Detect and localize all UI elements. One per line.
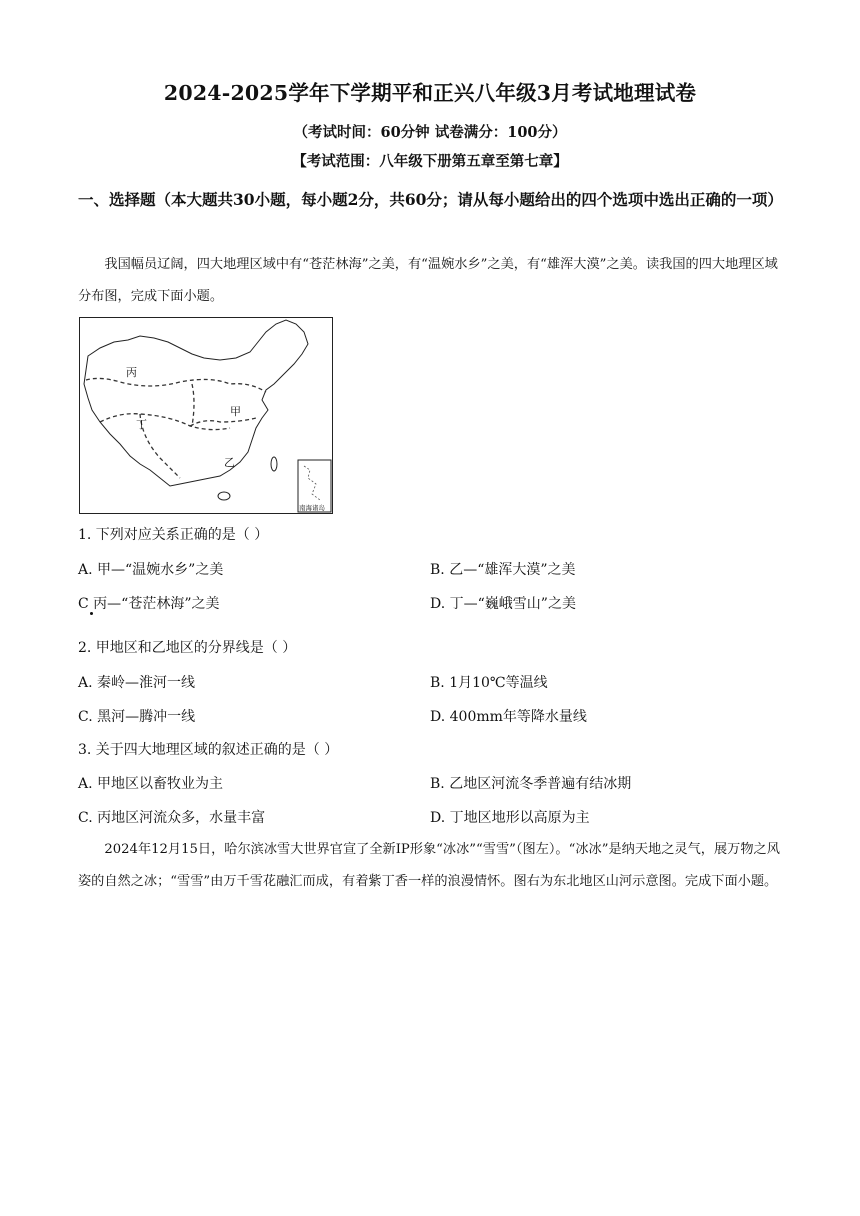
region-label-bing: 丙 (126, 366, 137, 379)
question-3-stem: 3. 关于四大地理区域的叙述正确的是（ ） (78, 742, 339, 758)
boundary-west (192, 384, 194, 426)
region-label-jia: 甲 (230, 405, 241, 418)
hainan-island (218, 492, 230, 500)
taiwan-island (271, 457, 277, 471)
stray-dot (90, 612, 93, 615)
china-regions-map (79, 317, 333, 514)
question-2-stem: 2. 甲地区和乙地区的分界线是（ ） (78, 640, 297, 656)
question-2-option-a[interactable]: A. 秦岭—淮河一线 (78, 675, 196, 691)
section-heading: 一、选择题（本大题共30小题，每小题2分，共60分；请从每小题给出的四个选项中选出正确的一项） (78, 190, 783, 209)
question-1-option-d[interactable]: D. 丁—“巍峨雪山”之美 (430, 596, 576, 612)
china-outline (84, 320, 308, 486)
china-map-figure (80, 318, 332, 513)
page-title: 2024-2025学年下学期平和正兴八年级3月考试地理试卷 (163, 81, 697, 105)
question-1-stem: 1. 下列对应关系正确的是（ ） (78, 527, 269, 543)
passage-1: 我国幅员辽阔，四大地理区域中有“苍茫林海”之美，有“温婉水乡”之美，有“雄浑大漠”之美。读我国的四大地理区域分布图，完成下面小题。 (78, 257, 778, 304)
boundary-north-northwest (86, 378, 266, 392)
question-3-option-a[interactable]: A. 甲地区以畜牧业为主 (78, 776, 224, 792)
question-1-option-b[interactable]: B. 乙—“雄浑大漠”之美 (430, 562, 576, 578)
boundary-plateau (100, 414, 230, 430)
boundary-qinling (190, 418, 256, 426)
exam-scope: 【考试范围：八年级下册第五章至第七章】 (292, 153, 568, 170)
exam-info: （考试时间：60分钟 试卷满分：100分） (293, 124, 567, 141)
question-3-option-c[interactable]: C. 丙地区河流众多，水量丰富 (78, 810, 266, 826)
region-label-yi: 乙 (224, 456, 235, 469)
question-2-option-b[interactable]: B. 1月10℃等温线 (430, 675, 548, 691)
question-1-option-c[interactable]: C 丙—“苍茫林海”之美 (78, 596, 220, 612)
question-2-option-d[interactable]: D. 400mm年等降水量线 (430, 709, 587, 725)
question-3-option-b[interactable]: B. 乙地区河流冬季普遍有结冰期 (430, 776, 632, 792)
question-2-option-c[interactable]: C. 黑河—腾冲一线 (78, 709, 196, 725)
region-label-ding: 丁 (136, 418, 147, 431)
inset-label: 南海诸岛 (299, 504, 325, 512)
question-1-option-a[interactable]: A. 甲—“温婉水乡”之美 (78, 562, 224, 578)
question-3-option-d[interactable]: D. 丁地区地形以高原为主 (430, 810, 590, 826)
passage-2: 2024年12月15日，哈尔滨冰雪大世界官宣了全新IP形象“冰冰”“雪雪”（图左）。“冰冰”是纳天地之灵气，展万物之风姿的自然之冰；“雪雪”由万千雪花融汇而成，有着紫丁香一样的浪漫情怀。图右为东北地区山河示意图。完成下面小题。 (78, 842, 780, 889)
